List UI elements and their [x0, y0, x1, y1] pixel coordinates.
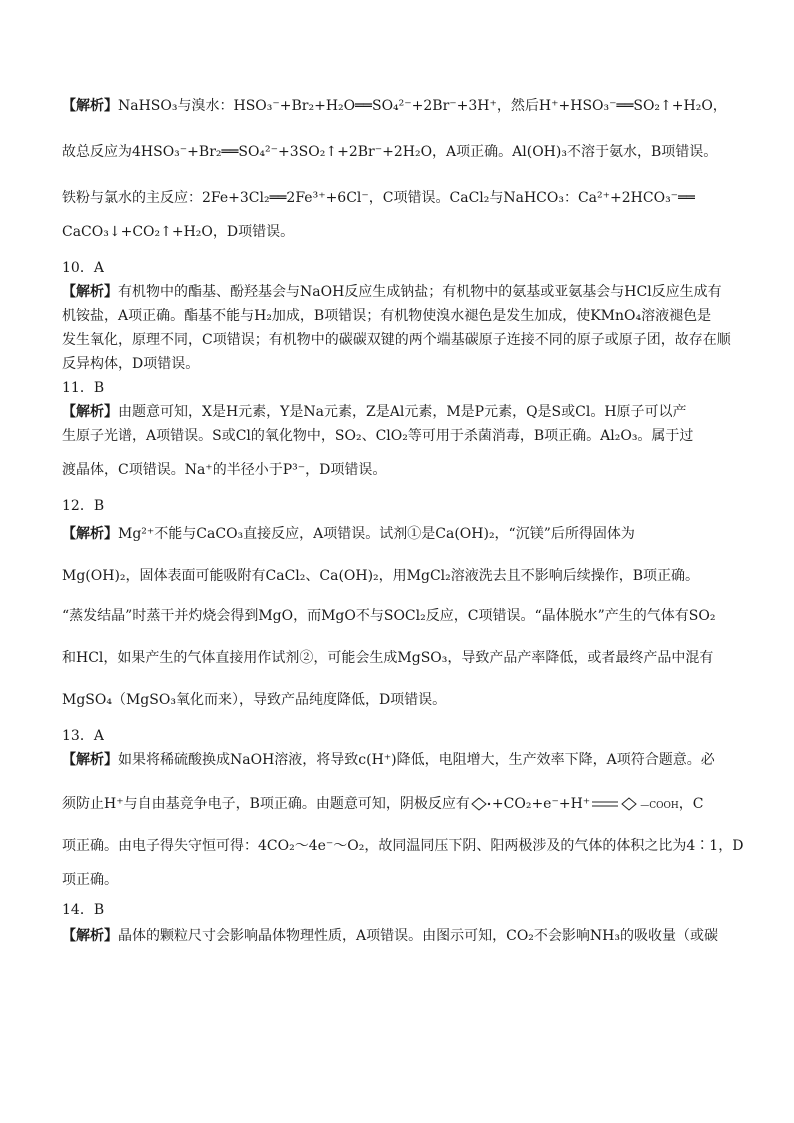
text-line	[62, 926, 718, 946]
analysis-tag: 【解析】	[62, 284, 118, 300]
line-text: “蒸发结晶”时蒸干并灼烧会得到MgO，而MgO不与SOCl₂反应，C项错误。“晶体脱水”产生的气体有SO₂	[62, 608, 716, 624]
line-text: 如果将稀硫酸换成NaOH溶液，将导致c(H⁺)降低，电阻增大，生产效率下降，A项符合题意。必	[118, 752, 715, 768]
line-text: Mg(OH)₂，固体表面可能吸附有CaCl₂、Ca(OH)₂，用MgCl₂溶液洗去且不影响后续操作，B项正确。	[62, 568, 700, 584]
text-line	[62, 870, 118, 890]
line-text: 10．A	[62, 260, 104, 276]
cathode-reaction-equation	[470, 796, 679, 812]
line-text: 和HCl，如果产生的气体直接用作试剂②，可能会生成MgSO₃，导致产品产率降低，或者最终产品中混有	[62, 650, 714, 666]
text-line	[62, 354, 199, 374]
line-text: CaCO₃↓+CO₂↑+H₂O，D项错误。	[62, 224, 295, 240]
text-line	[62, 648, 713, 668]
electron-symbol: e⁻	[543, 796, 559, 812]
analysis-tag: 【解析】	[62, 98, 118, 114]
text-line	[62, 606, 715, 626]
text-line	[62, 836, 743, 856]
text-line	[62, 726, 104, 746]
cyclobutane-ring-structure	[620, 796, 640, 812]
text-line	[62, 222, 294, 242]
text-line	[62, 96, 727, 116]
line-text: 机铵盐，A项正确。酯基不能与H₂加成，B项错误；有机物使溴水褪色是发生加成，使KMnO₄溶液褪色是	[62, 308, 712, 324]
text-line	[62, 900, 104, 920]
cooh-group: —COOH	[640, 801, 679, 811]
text-line	[62, 378, 104, 398]
text-line	[62, 794, 703, 816]
line-text: MgSO₄（MgSO₃氧化而来），导致产品纯度降低，D项错误。	[62, 692, 447, 708]
line-text: Mg²⁺不能与CaCO₃直接反应，A项错误。试剂①是Ca(OH)₂，“沉镁”后所得固体为	[118, 526, 635, 542]
plus-sign: +	[531, 796, 544, 812]
line-text: 项正确。	[62, 872, 118, 888]
text-line	[62, 566, 699, 586]
plus-sign: +	[558, 796, 571, 812]
text-line	[62, 426, 693, 446]
equals-double-line	[590, 799, 620, 809]
text-line	[62, 330, 731, 350]
cyclobutyl-radical-structure	[470, 796, 492, 812]
text-line	[62, 188, 695, 208]
line-text: 故总反应为4HSO₃⁻+Br₂══SO₄²⁻+3SO₂↑+2Br⁻+2H₂O，A项正确。Al(OH)₃不溶于氨水，B项错误。	[62, 144, 718, 160]
line-text: 须防止H⁺与自由基竞争电子，B项正确。由题意可知，阴极反应有	[62, 796, 470, 812]
text-line	[62, 750, 715, 770]
text-line	[62, 142, 717, 162]
line-text: 渡晶体，C项错误。Na⁺的半径小于P³⁻，D项错误。	[62, 462, 387, 478]
line-text: 铁粉与氯水的主反应：2Fe+3Cl₂══2Fe³⁺+6Cl⁻，C项错误。CaCl₂与NaHCO₃：Ca²⁺+2HCO₃⁻══	[62, 190, 695, 206]
analysis-tag: 【解析】	[62, 526, 118, 542]
line-text: 有机物中的酯基、酚羟基会与NaOH反应生成钠盐；有机物中的氨基或亚氨基会与HCl反应生成有	[118, 284, 722, 300]
line-text: 发生氧化，原理不同，C项错误；有机物中的碳碳双键的两个端基碳原子连接不同的原子或原子团，故存在顺	[62, 332, 731, 348]
plus-sign: +	[491, 796, 504, 812]
line-text-after: ，C	[678, 796, 704, 812]
line-text: 11．B	[62, 380, 105, 396]
text-line	[62, 524, 635, 544]
co2-formula: CO₂	[503, 796, 532, 812]
line-text: 12．B	[62, 498, 105, 514]
analysis-tag: 【解析】	[62, 752, 118, 768]
analysis-tag: 【解析】	[62, 404, 118, 420]
line-text: 生原子光谱，A项错误。S或Cl的氧化物中，SO₂、ClO₂等可用于杀菌消毒，B项正确。Al₂O₃。属于过	[62, 428, 694, 444]
line-text: NaHSO₃与溴水：HSO₃⁻+Br₂+H₂O══SO₄²⁻+2Br⁻+3H⁺，然后H⁺+HSO₃⁻══SO₂↑+H₂O，	[118, 98, 727, 114]
text-line	[62, 402, 687, 422]
line-text: 项正确。由电子得失守恒可得：4CO₂～4e⁻～O₂，故同温同压下阴、阳两极涉及的气体的体积之比为4∶1，D	[62, 838, 744, 854]
line-text: 13．A	[62, 728, 104, 744]
line-text: 14．B	[62, 902, 105, 918]
text-line	[62, 496, 104, 516]
line-text: 由题意可知，X是H元素，Y是Na元素，Z是Al元素，M是P元素，Q是S或Cl。H原子可以产	[118, 404, 687, 420]
text-line	[62, 258, 104, 278]
text-line	[62, 306, 711, 326]
proton-symbol: H⁺	[570, 796, 591, 812]
line-text: 反异构体，D项错误。	[62, 356, 200, 372]
text-line	[62, 690, 446, 710]
line-text: 晶体的颗粒尺寸会影响晶体物理性质，A项错误。由图示可知，CO₂不会影响NH₃的吸收量（或碳	[118, 928, 718, 944]
text-line	[62, 282, 722, 302]
text-line	[62, 460, 386, 480]
analysis-tag: 【解析】	[62, 928, 118, 944]
